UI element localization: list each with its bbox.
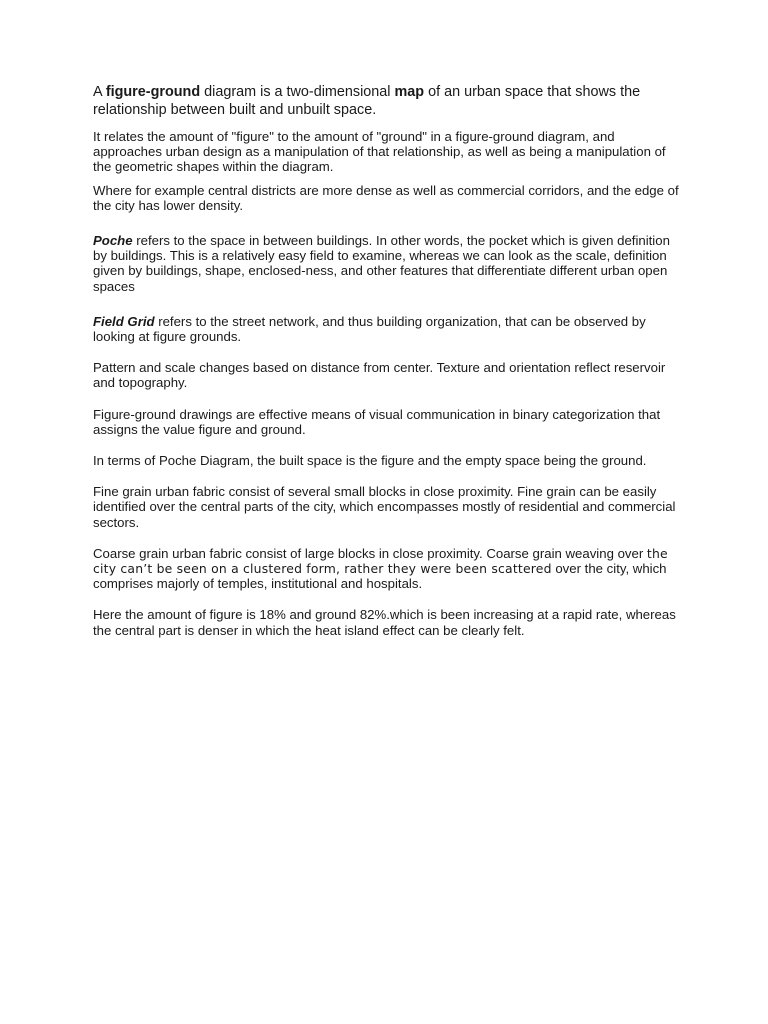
document-body [93, 84, 683, 654]
paragraph-drawings: Figure-ground drawings are effective means of visual communication in binary categorization that assigns the value figure and ground. [93, 406, 661, 437]
coarse-text-2: the city can’t be seen on a clustered form, rather they were been scattered [93, 545, 668, 577]
intro-paragraph [93, 84, 683, 119]
term-map: map [394, 84, 425, 100]
term-figure-ground: figure-ground [105, 84, 201, 100]
paragraph-density: Where for example central districts are more dense as well as commercial corridors, and the edge of the city has lower density. [93, 182, 679, 213]
paragraph-coarse-grain [93, 546, 683, 592]
paragraph-poche [93, 233, 683, 294]
intro-text-1: A [93, 84, 106, 100]
paragraph-amount: Here the amount of figure is 18% and ground 82%.which is been increasing at a rapid rate, whereas the central part is denser in which the heat island effect can be clearly felt. [93, 607, 676, 638]
intro-text-2: diagram is a two-dimensional [200, 84, 395, 100]
field-grid-body: refers to the street network, and thus building organization, that can be observed by looking at figure grounds. [93, 313, 646, 345]
paragraph-poche-diagram: In terms of Poche Diagram, the built space is the figure and the empty space being the ground. [93, 453, 647, 469]
term-field-grid: Field Grid [93, 313, 155, 329]
coarse-text-1: Coarse grain urban fabric consist of large blocks in close proximity. Coarse grain weaving over [93, 545, 647, 561]
paragraph-fine-grain: Fine grain urban fabric consist of several small blocks in close proximity. Fine grain can be easily identified over the central parts of the city, which encompasses mostly of residential and commercial sectors. [93, 484, 676, 530]
paragraph-field-grid [93, 314, 683, 344]
coarse-text-3: over the city, which comprises majorly of temples, institutional and hospitals. [93, 561, 667, 592]
paragraph-relates: It relates the amount of "figure" to the amount of "ground" in a figure-ground diagram, and approaches urban design as a manipulation of that relationship, as well as being a manipulation of the geometric shapes within the diagram. [93, 129, 666, 175]
intro-text-3: of an urban space that shows the relationship between built and unbuilt space. [93, 84, 641, 118]
paragraph-pattern: Pattern and scale changes based on distance from center. Texture and orientation reflect reservoir and topography. [93, 360, 666, 391]
poche-body: refers to the space in between buildings. In other words, the pocket which is given definition by buildings. This is a relatively easy field to examine, whereas we can look as the scale, definition given by buildings, shape, enclosed-ness, and other features that differentiate different urban open spaces [93, 233, 670, 294]
term-poche: Poche [93, 233, 133, 249]
